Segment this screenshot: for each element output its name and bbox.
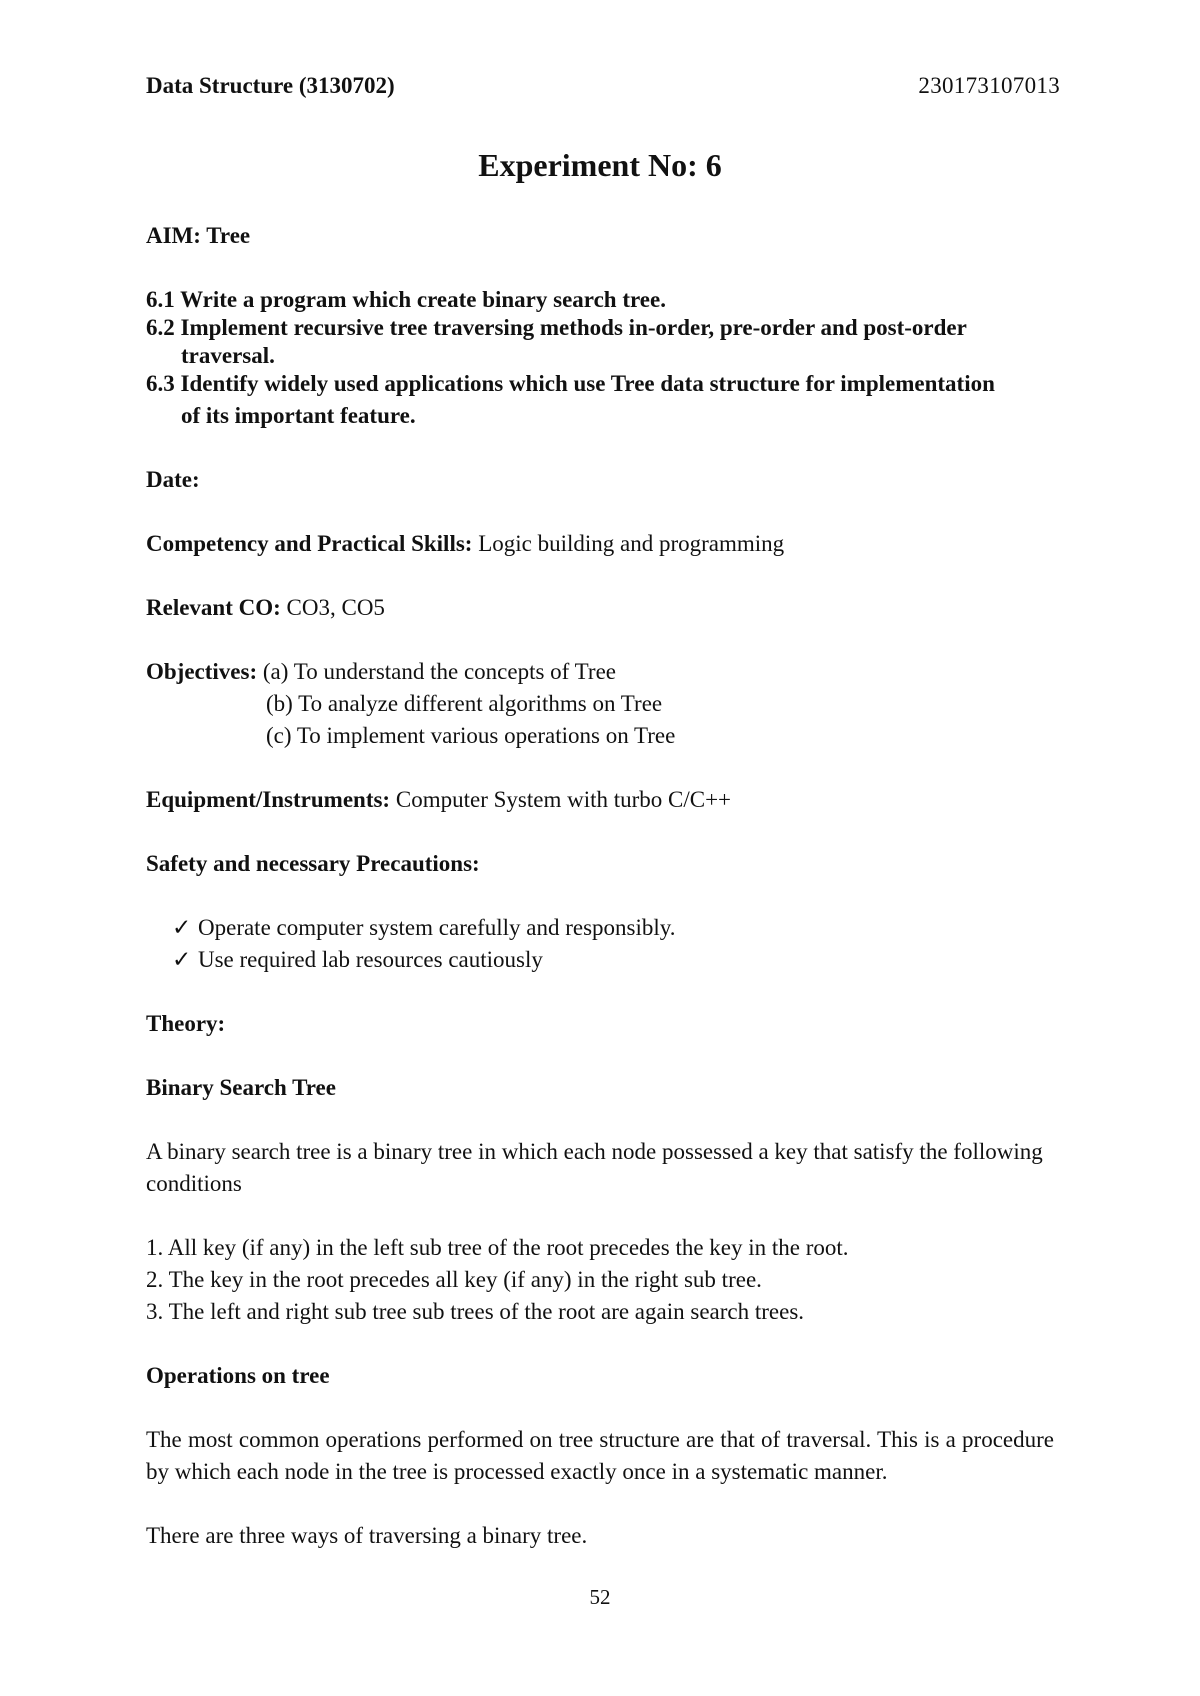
date-label: Date: bbox=[146, 467, 200, 492]
objective-item: (a) To understand the concepts of Tree bbox=[262, 659, 616, 684]
objective-item: (c) To implement various operations on Tree bbox=[266, 723, 676, 748]
bst-condition: 2. The key in the root precedes all key (if any) in the right sub tree. bbox=[146, 1267, 762, 1292]
task-6-2-continued: traversal. bbox=[181, 343, 275, 368]
objectives-line bbox=[146, 656, 616, 688]
theory-heading: Theory: bbox=[146, 1011, 226, 1036]
bst-heading: Binary Search Tree bbox=[146, 1075, 336, 1100]
traversal-intro: There are three ways of traversing a binary tree. bbox=[146, 1523, 588, 1548]
competency-value: Logic building and programming bbox=[478, 531, 785, 556]
task-6-2: 6.2 Implement recursive tree traversing methods in-order, pre-order and post-order bbox=[146, 315, 967, 340]
objectives-label: Objectives: bbox=[146, 659, 258, 684]
page-title: Experiment No: 6 bbox=[478, 147, 722, 183]
header-course: Data Structure (3130702) bbox=[146, 73, 395, 98]
task-6-3: 6.3 Identify widely used applications which use Tree data structure for implementation bbox=[146, 371, 995, 396]
equipment-line bbox=[146, 784, 731, 816]
task-6-3-continued: of its important feature. bbox=[181, 403, 416, 428]
precaution-text: Use required lab resources cautiously bbox=[198, 947, 543, 972]
safety-heading: Safety and necessary Precautions: bbox=[146, 851, 480, 876]
header-enrollment: 230173107013 bbox=[918, 73, 1060, 98]
precaution-text: Operate computer system carefully and responsibly. bbox=[198, 915, 676, 940]
precaution-item bbox=[172, 944, 543, 976]
bst-condition: 1. All key (if any) in the left sub tree of the root precedes the key in the root. bbox=[146, 1235, 849, 1260]
page-number: 52 bbox=[589, 1585, 611, 1609]
competency-label: Competency and Practical Skills: bbox=[146, 531, 473, 556]
bst-intro-paragraph: A binary search tree is a binary tree in which each node possessed a key that satisfy the following conditions bbox=[146, 1139, 1043, 1196]
equipment-value: Computer System with turbo C/C++ bbox=[395, 787, 732, 812]
relevant-co-label: Relevant CO: bbox=[146, 595, 281, 620]
competency-line bbox=[146, 528, 784, 560]
objective-item: (b) To analyze different algorithms on Tree bbox=[266, 691, 663, 716]
bst-condition: 3. The left and right sub tree sub trees of the root are again search trees. bbox=[146, 1299, 805, 1324]
relevant-co-value: CO3, CO5 bbox=[286, 595, 385, 620]
operations-heading: Operations on tree bbox=[146, 1363, 330, 1388]
operations-paragraph: The most common operations performed on tree structure are that of traversal. This is a procedure by which each node in the tree is processed exactly once in a systematic manner. bbox=[146, 1427, 1054, 1484]
precaution-item bbox=[172, 912, 676, 944]
checkmark-icon: ✓ bbox=[172, 915, 192, 940]
equipment-label: Equipment/Instruments: bbox=[146, 787, 391, 812]
checkmark-icon: ✓ bbox=[172, 947, 192, 972]
relevant-co-line bbox=[146, 592, 385, 624]
task-6-1: 6.1 Write a program which create binary search tree. bbox=[146, 287, 666, 312]
aim-heading: AIM: Tree bbox=[146, 223, 251, 248]
